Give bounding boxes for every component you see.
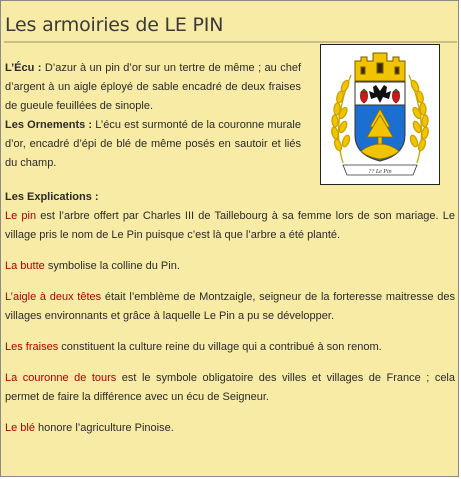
term-le-pin: Le pin	[5, 210, 37, 222]
wheat-right-icon	[409, 75, 429, 163]
spacer	[5, 407, 455, 419]
explanation-item	[5, 257, 455, 276]
term-aigle: L’aigle à deux têtes	[5, 291, 102, 303]
explanation-item	[5, 338, 455, 357]
term-la-butte: La butte	[5, 260, 45, 272]
explanation-item	[5, 369, 455, 407]
wheat-left-icon	[331, 75, 351, 163]
explanation-text: est l’arbre offert par Charles III de Taillebourg à sa femme lors de son mariage. Le village pris le nom de Le Pin puisque c’est là que l’arbre a été planté.	[5, 210, 455, 241]
title-divider	[4, 41, 457, 43]
explanations-section	[5, 188, 455, 438]
spacer	[5, 245, 455, 257]
coat-of-arms-image	[320, 44, 440, 185]
explanations-heading-text: Les Explications :	[5, 191, 99, 203]
ribbon-icon	[343, 165, 417, 175]
crest-motto: ?? Le Pin	[368, 169, 392, 175]
ornements-text: L’écu est surmonté de la couronne murale d’or, encadré d’épi de blé de même posés en sautoir et liés du champ.	[5, 119, 301, 169]
explanation-item	[5, 288, 455, 326]
explanation-item	[5, 419, 455, 438]
blazon-section	[5, 59, 301, 173]
ornements-paragraph	[5, 116, 301, 173]
page-title: Les armoiries de LE PIN	[5, 14, 224, 36]
spacer	[5, 326, 455, 338]
mural-crown-icon	[355, 53, 405, 81]
explanation-text: honore l’agriculture Pinoise.	[34, 422, 174, 434]
term-fraises: Les fraises	[5, 341, 59, 353]
term-ble: Le blé	[5, 422, 35, 434]
explanation-item	[5, 207, 455, 245]
explanation-text: était l’emblème de Montzaigle, seigneur de la forteresse maitresse des villages environnants et grâce à laquelle Le Pin a pu se développer.	[5, 291, 455, 322]
explanation-text: est le symbole obligatoire des villes et villages de France ; cela permet de faire la différence avec un écu de Seigneur.	[5, 372, 455, 403]
term-couronne: La couronne de tours	[5, 372, 117, 384]
ecu-paragraph	[5, 59, 301, 116]
spacer	[5, 357, 455, 369]
explanation-text: symbolise la colline du Pin.	[44, 260, 180, 272]
explanation-text: constituent la culture reine du village qui a contribué à son renom.	[58, 341, 382, 353]
ecu-label: L’Écu :	[5, 62, 42, 74]
coat-of-arms-svg	[321, 45, 439, 184]
explanations-heading	[5, 188, 455, 207]
spacer	[5, 276, 455, 288]
ecu-text: D’azur à un pin d’or sur un tertre de même ; au chef d’argent à un aigle éployé de sable encadré de deux fraises de gueule feuillées de sinople.	[5, 62, 301, 112]
ornements-label: Les Ornements :	[5, 119, 93, 131]
